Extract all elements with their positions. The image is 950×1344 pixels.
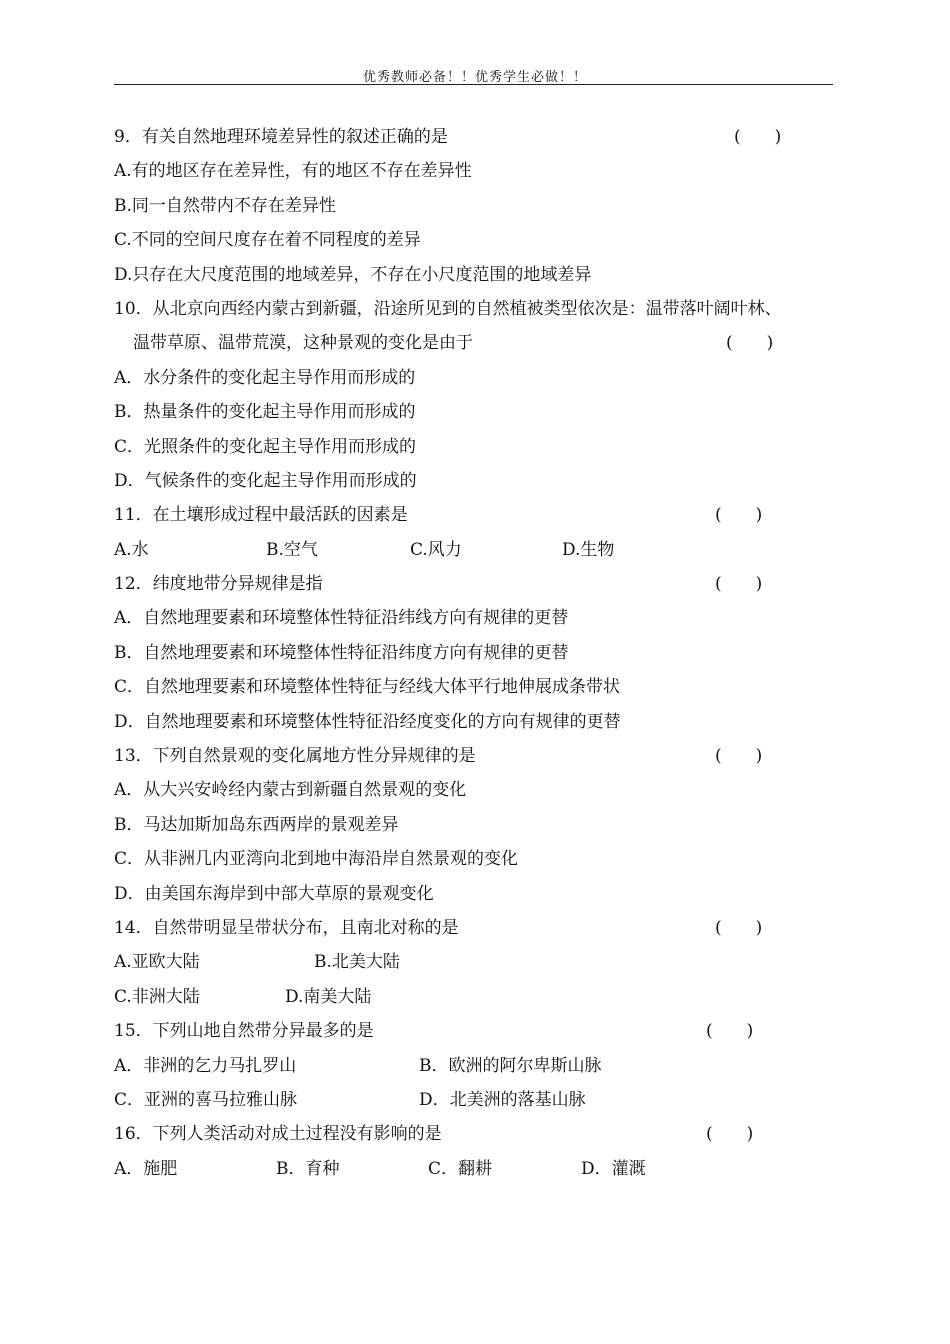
question-16-option-a: A．施肥 <box>114 1158 178 1179</box>
question-10-stem-line-2: 温带草原、温带荒漠，这种景观的变化是由于 <box>133 333 473 354</box>
question-13-stem: 13．下列自然景观的变化属地方性分异规律的是 <box>114 746 476 767</box>
question-9-answer-paren: ( ) <box>734 127 782 147</box>
question-15 <box>114 1014 839 1048</box>
question-12-option-b: B．自然地理要素和环境整体性特征沿纬度方向有规律的更替 <box>114 642 569 663</box>
question-15-option-d: D．北美洲的落基山脉 <box>419 1089 586 1110</box>
question-13-option-d: D．由美国东海岸到中部大草原的景观变化 <box>114 883 434 904</box>
question-11-option-b: B.空气 <box>266 539 318 560</box>
question-10-stem-line-1: 10．从北京向西经内蒙古到新疆，沿途所见到的自然植被类型依次是：温带落叶阔叶林、 <box>114 298 782 319</box>
question-9-option-b: B.同一自然带内不存在差异性 <box>114 195 336 216</box>
question-13 <box>114 739 839 773</box>
question-12-answer-paren: ( ) <box>715 574 763 595</box>
question-14-stem: 14．自然带明显呈带状分布，且南北对称的是 <box>114 917 459 938</box>
question-16-options <box>114 1152 839 1186</box>
question-10-answer-paren: ( ) <box>726 333 774 354</box>
question-11-answer-paren: ( ) <box>715 505 763 526</box>
question-11-option-a: A.水 <box>114 539 149 560</box>
question-16-answer-paren: ( ) <box>706 1124 754 1145</box>
question-14-answer-paren: ( ) <box>715 917 763 938</box>
question-11-stem: 11．在土壤形成过程中最活跃的因素是 <box>114 505 408 526</box>
question-10-option-d: D．气候条件的变化起主导作用而形成的 <box>114 470 417 491</box>
question-15-option-b: B．欧洲的阿尔卑斯山脉 <box>419 1055 602 1076</box>
question-11 <box>114 498 839 532</box>
question-10-option-c: C．光照条件的变化起主导作用而形成的 <box>114 436 417 457</box>
question-15-option-c: C．亚洲的喜马拉雅山脉 <box>114 1089 298 1110</box>
question-14-option-b: B.北美大陆 <box>314 952 400 973</box>
page-header: 优秀教师必备！！优秀学生必做！！ <box>362 70 587 85</box>
question-15-options-row-2 <box>114 1083 839 1117</box>
question-10-option-b: B．热量条件的变化起主导作用而形成的 <box>114 402 416 423</box>
header-rule <box>114 84 833 85</box>
question-13-answer-paren: ( ) <box>715 746 763 767</box>
question-15-stem: 15．下列山地自然带分异最多的是 <box>114 1021 374 1042</box>
question-16-option-d: D．灌溉 <box>581 1158 646 1179</box>
question-14-options-row-1 <box>114 945 839 979</box>
question-11-options <box>114 533 839 567</box>
question-13-option-c: C．从非洲几内亚湾向北到地中海沿岸自然景观的变化 <box>114 849 519 870</box>
question-12-option-a: A．自然地理要素和环境整体性特征沿纬线方向有规律的更替 <box>114 608 569 629</box>
question-12-stem: 12．纬度地带分异规律是指 <box>114 574 323 595</box>
question-14-option-a: A.亚欧大陆 <box>114 952 200 973</box>
question-16 <box>114 1117 839 1151</box>
question-list <box>114 120 839 1186</box>
question-11-option-d: D.生物 <box>562 539 615 560</box>
question-16-option-b: B．育种 <box>276 1158 340 1179</box>
question-13-option-b: B．马达加斯加岛东西两岸的景观差异 <box>114 814 399 835</box>
question-13-option-a: A．从大兴安岭经内蒙古到新疆自然景观的变化 <box>114 780 467 801</box>
question-9-stem: 9．有关自然地理环境差异性的叙述正确的是 <box>114 127 448 147</box>
question-14 <box>114 911 839 945</box>
question-15-options-row-1 <box>114 1049 839 1083</box>
question-12-option-d: D．自然地理要素和环境整体性特征沿经度变化的方向有规律的更替 <box>114 711 621 732</box>
question-9-option-d: D.只存在大尺度范围的地域差异，不存在小尺度范围的地域差异 <box>114 264 592 285</box>
question-9 <box>114 120 839 154</box>
question-11-option-c: C.风力 <box>410 539 462 560</box>
question-9-option-a: A.有的地区存在差异性，有的地区不存在差异性 <box>114 161 472 182</box>
question-12-option-c: C．自然地理要素和环境整体性特征与经线大体平行地伸展成条带状 <box>114 677 621 698</box>
question-16-stem: 16．下列人类活动对成土过程没有影响的是 <box>114 1124 442 1145</box>
question-15-answer-paren: ( ) <box>706 1021 754 1042</box>
question-14-option-c: C.非洲大陆 <box>114 986 200 1007</box>
question-10-option-a: A．水分条件的变化起主导作用而形成的 <box>114 367 416 388</box>
question-16-option-c: C．翻耕 <box>428 1158 493 1179</box>
question-10 <box>114 326 839 360</box>
question-9-option-c: C.不同的空间尺度存在着不同程度的差异 <box>114 230 421 251</box>
question-12 <box>114 567 839 601</box>
question-15-option-a: A．非洲的乞力马扎罗山 <box>114 1055 297 1076</box>
question-14-option-d: D.南美大陆 <box>285 986 372 1007</box>
question-14-options-row-2 <box>114 980 839 1014</box>
